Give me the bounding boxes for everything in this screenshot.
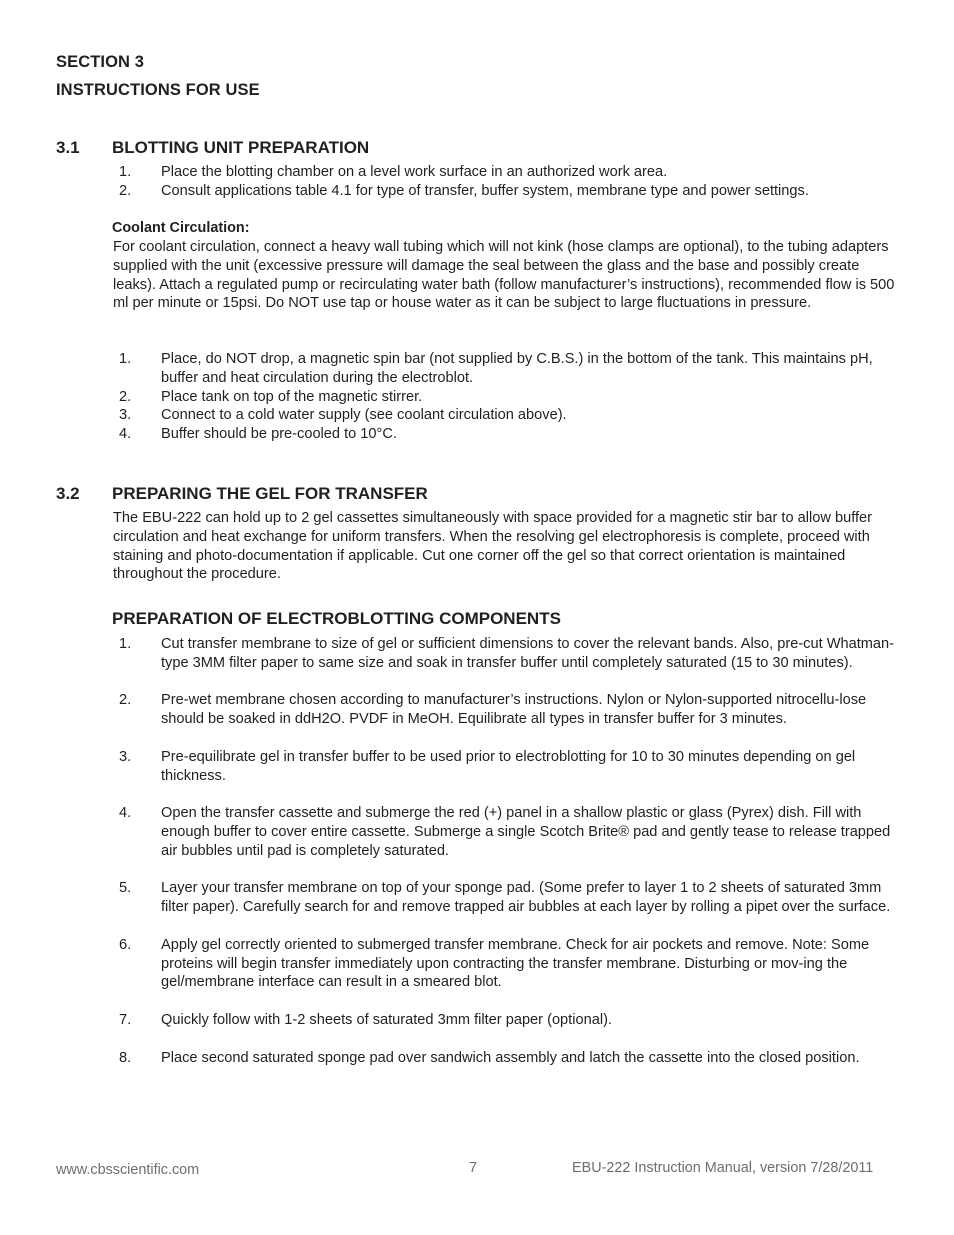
list-item: 1. Place, do NOT drop, a magnetic spin bar (not supplied by C.B.S.) in the bottom of the tank. This maintains pH, buffer and heat circulation during the electroblot.	[119, 351, 873, 386]
heading-text: BLOTTING UNIT PREPARATION	[112, 138, 370, 157]
list-item: 7. Quickly follow with 1-2 sheets of saturated 3mm filter paper (optional).	[119, 1011, 612, 1028]
coolant-paragraph: For coolant circulation, connect a heavy wall tubing which will not kink (hose clamps are optional), to the tubing adapters supplied with the unit (excessive pressure will damage the seal between the glass and the base and possibly create leaks). Attach a regulated pump or recirculating water bath (follow manufacturer’s instructions), recommended flow is 500 ml per minute or 15psi. Do NOT use tap or house water as it can be subject to large fluctuations in pressure.	[113, 239, 895, 312]
footer-website[interactable]: www.cbsscientific.com	[56, 1162, 200, 1178]
section-number: SECTION 3	[56, 53, 145, 71]
list-item: 3. Pre-equilibrate gel in transfer buffer to be used prior to electroblotting for 10 to 30 minutes depending on gel thickness.	[119, 748, 856, 784]
heading-text: PREPARATION OF ELECTROBLOTTING COMPONENTS	[112, 609, 561, 628]
heading-number: 3.2	[56, 484, 80, 503]
section-title: INSTRUCTIONS FOR USE	[56, 81, 260, 99]
list-item: 3. Connect to a cold water supply (see coolant circulation above).	[119, 407, 567, 424]
coolant-heading: Coolant Circulation:	[112, 220, 250, 236]
list-item: 2. Place tank on top of the magnetic stirrer.	[119, 388, 423, 405]
gel-transfer-paragraph: The EBU-222 can hold up to 2 gel cassettes simultaneously with space provided for a magnetic stir bar to allow buffer circulation and heat exchange for uniform transfers. When the resolving gel electrophoresis is complete, proceed with staining and photo-documentation if applicable. Cut one corner off the gel so that correct orientation is maintained throughout the procedure.	[113, 510, 873, 583]
list-item: 5. Layer your transfer membrane on top of your sponge pad. (Some prefer to layer 1 to 2 sheets of saturated 3mm filter paper). Carefully search for and remove trapped air bubbles at each layer by rolling a pipet over the surface.	[119, 880, 891, 916]
prep-components-list	[0, 635, 954, 1067]
list-item: 4. Open the transfer cassette and submerge the red (+) panel in a shallow plastic or glass (Pyrex) dish. Fill with enough buffer to cover entire cassette. Submerge a single Scotch Brite® pad and gently tease to release trapped air bubbles until pad is completely saturated.	[119, 805, 891, 859]
list-item: 1. Place the blotting chamber on a level work surface in an authorized work area.	[119, 164, 668, 180]
list-item: 2. Consult applications table 4.1 for type of transfer, buffer system, membrane type and power settings.	[119, 182, 809, 199]
list-item: 1. Cut transfer membrane to size of gel or sufficient dimensions to cover the relevant bands. Also, pre-cut Whatman-type 3MM filter paper to same size and soak in transfer buffer until completely saturated (15 to 30 minutes).	[119, 636, 895, 671]
coolant-list	[0, 350, 954, 444]
list-item: 2. Pre-wet membrane chosen according to manufacturer’s instructions. Nylon or Nylon-supported nitrocellu-lose should be soaked in ddH2O. PVDF in MeOH. Equilibrate all types in transfer buffer for 3 minutes.	[119, 692, 867, 728]
list-item: 6. Apply gel correctly oriented to submerged transfer membrane. Check for air pockets and remove. Note: Some proteins will begin transfer immediately upon contracting the transfer membrane. Disturbing or mov-ing the gel/membrane interface can result in a smeared blot.	[119, 936, 870, 991]
heading-number: 3.1	[56, 138, 80, 157]
heading-text: PREPARING THE GEL FOR TRANSFER	[112, 484, 428, 503]
list-item: 4. Buffer should be pre-cooled to 10°C.	[119, 426, 397, 443]
page-number: 7	[469, 1160, 478, 1176]
blotting-prep-list	[0, 163, 954, 201]
list-item: 8. Place second saturated sponge pad over sandwich assembly and latch the cassette into the closed position.	[119, 1049, 860, 1066]
footer-manual-version: EBU-222 Instruction Manual, version 7/28/2011	[572, 1160, 874, 1176]
